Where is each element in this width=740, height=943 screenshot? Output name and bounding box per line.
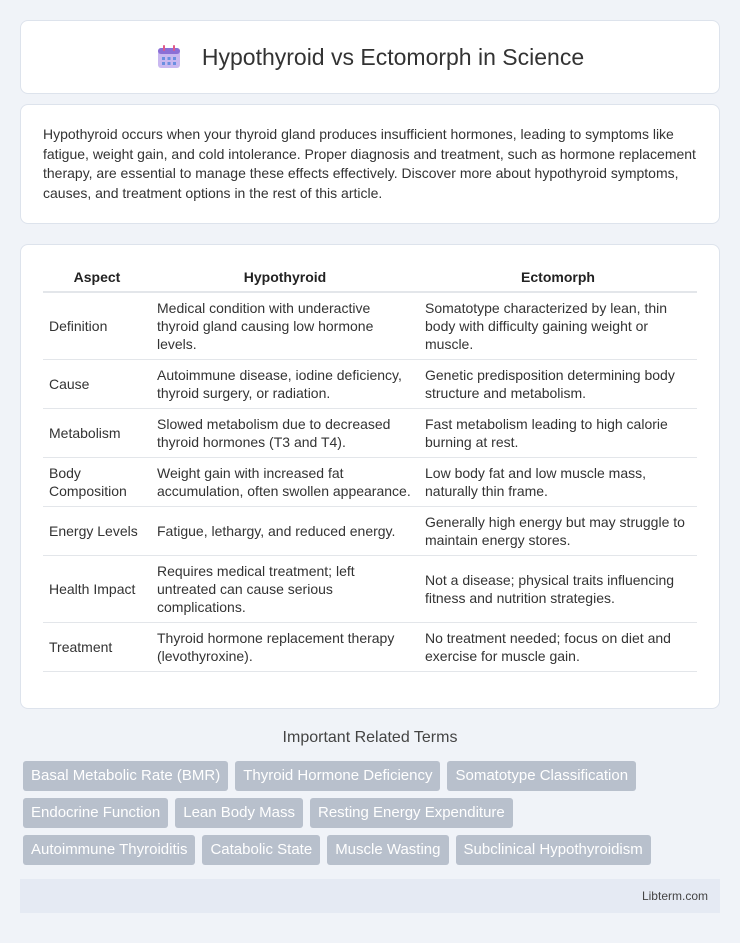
related-term-tag[interactable]: Endocrine Function: [23, 798, 168, 828]
related-term-tag[interactable]: Subclinical Hypothyroidism: [456, 835, 651, 865]
cell-hypothyroid: Fatigue, lethargy, and reduced energy.: [151, 507, 419, 556]
cell-ectomorph: No treatment needed; focus on diet and exercise for muscle gain.: [419, 623, 697, 672]
cell-hypothyroid: Thyroid hormone replacement therapy (levothyroxine).: [151, 623, 419, 672]
cell-aspect: Body Composition: [43, 458, 151, 507]
intro-card: [20, 104, 720, 224]
page-title: Hypothyroid vs Ectomorph in Science: [201, 43, 585, 70]
related-term-tag[interactable]: Thyroid Hormone Deficiency: [235, 761, 440, 791]
related-terms: [23, 761, 723, 872]
cell-ectomorph: Not a disease; physical traits influencing fitness and nutrition strategies.: [419, 556, 697, 623]
cell-ectomorph: Somatotype characterized by lean, thin body with difficulty gaining weight or muscle.: [419, 293, 697, 360]
cell-ectomorph: Low body fat and low muscle mass, naturally thin frame.: [419, 458, 697, 507]
cell-hypothyroid: Requires medical treatment; left untreated can cause serious complications.: [151, 556, 419, 623]
table-row: [43, 409, 697, 458]
cell-ectomorph: Fast metabolism leading to high calorie burning at rest.: [419, 409, 697, 458]
footer: [20, 879, 720, 913]
comparison-table: [43, 263, 697, 672]
intro-text: Hypothyroid occurs when your thyroid gland produces insufficient hormones, leading to symptoms like fatigue, weight gain, and cold intolerance. Proper diagnosis and treatment, such as hormone replacement therapy, are essential to manage these effects effectively. Discover more about hypothyroid symptoms, causes, and treatment options in the rest of this article.: [43, 126, 696, 201]
cell-aspect: Metabolism: [43, 409, 151, 458]
related-term-tag[interactable]: Autoimmune Thyroiditis: [23, 835, 195, 865]
related-term-tag[interactable]: Lean Body Mass: [175, 798, 303, 828]
table-row: [43, 556, 697, 623]
cell-hypothyroid: Weight gain with increased fat accumulation, often swollen appearance.: [151, 458, 419, 507]
table-row: [43, 507, 697, 556]
related-term-tag[interactable]: Basal Metabolic Rate (BMR): [23, 761, 228, 791]
table-row: [43, 458, 697, 507]
related-term-tag[interactable]: Muscle Wasting: [327, 835, 448, 865]
related-term-tag[interactable]: Catabolic State: [202, 835, 320, 865]
table-header-row: [43, 263, 697, 293]
related-term-tag[interactable]: Somatotype Classification: [447, 761, 636, 791]
column-header-aspect: Aspect: [43, 263, 151, 293]
cell-aspect: Health Impact: [43, 556, 151, 623]
cell-aspect: Cause: [43, 360, 151, 409]
header-card: [20, 20, 720, 94]
related-term-tag[interactable]: Resting Energy Expenditure: [310, 798, 513, 828]
comparison-table-card: [20, 244, 720, 709]
cell-hypothyroid: Slowed metabolism due to decreased thyroid hormones (T3 and T4).: [151, 409, 419, 458]
cell-aspect: Definition: [43, 293, 151, 360]
column-header-hypothyroid: Hypothyroid: [151, 263, 419, 293]
calendar-icon: [156, 44, 182, 70]
related-terms-title: Important Related Terms: [282, 729, 458, 746]
tag-row: [23, 761, 723, 791]
cell-ectomorph: Generally high energy but may struggle to maintain energy stores.: [419, 507, 697, 556]
table-row: [43, 360, 697, 409]
table-row: [43, 293, 697, 360]
column-header-ectomorph: Ectomorph: [419, 263, 697, 293]
table-row: [43, 623, 697, 672]
tag-row: [23, 835, 723, 865]
cell-hypothyroid: Autoimmune disease, iodine deficiency, thyroid surgery, or radiation.: [151, 360, 419, 409]
tag-row: [23, 798, 723, 828]
cell-aspect: Treatment: [43, 623, 151, 672]
footer-site[interactable]: Libterm.com: [641, 889, 708, 903]
cell-aspect: Energy Levels: [43, 507, 151, 556]
cell-hypothyroid: Medical condition with underactive thyroid gland causing low hormone levels.: [151, 293, 419, 360]
cell-ectomorph: Genetic predisposition determining body structure and metabolism.: [419, 360, 697, 409]
